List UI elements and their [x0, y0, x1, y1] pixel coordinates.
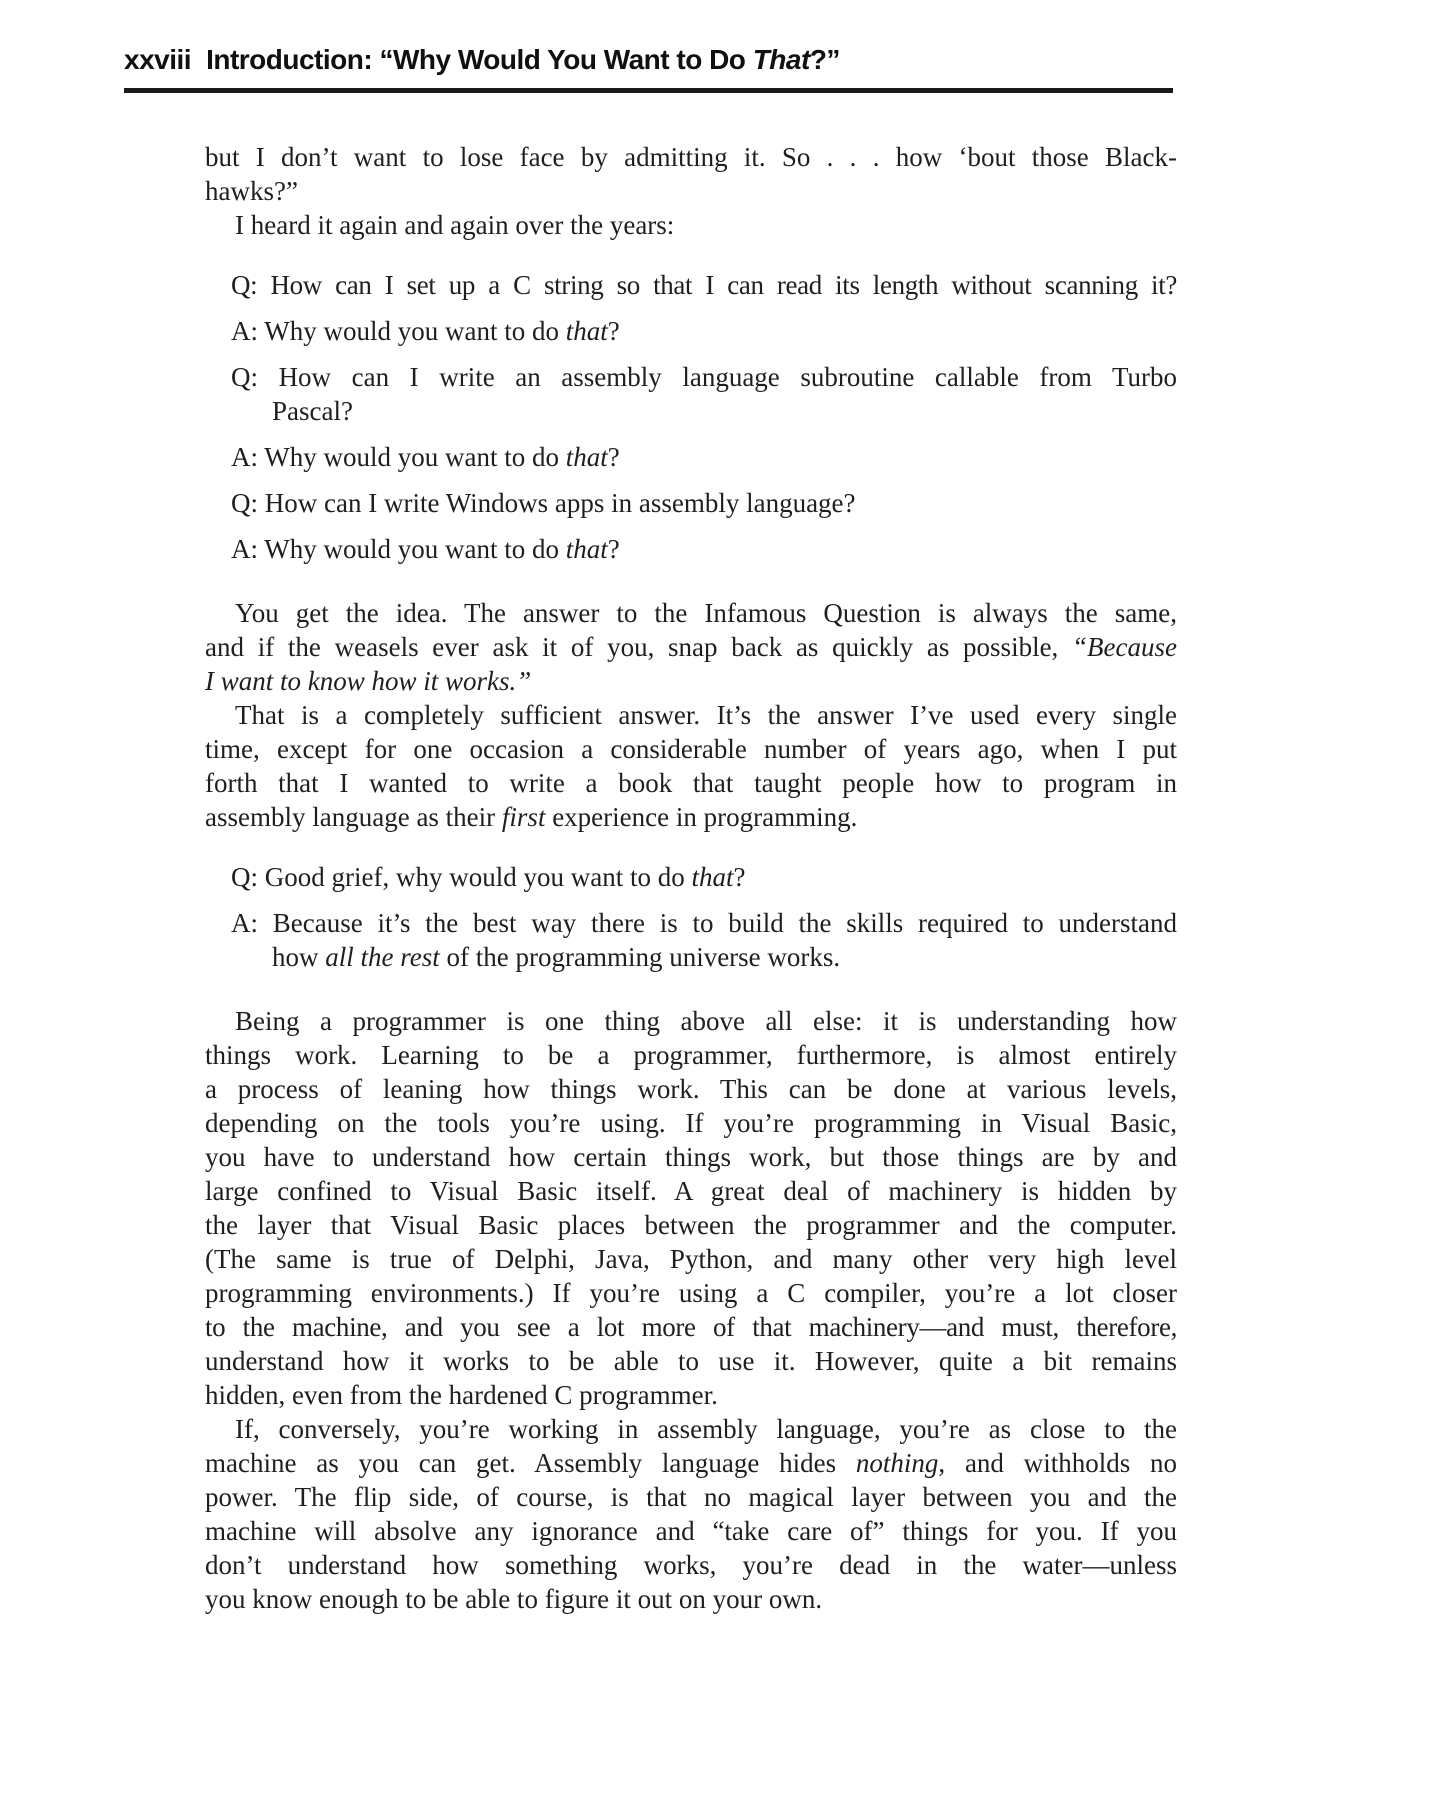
text-line	[205, 1072, 1177, 1106]
text-run: A: Why would you want to do	[231, 316, 566, 346]
answer-2	[231, 440, 1177, 474]
text-line	[231, 532, 1177, 566]
page-title-italic-text: That	[752, 44, 810, 75]
text-run: the layer that Visual Basic places between the programmer and the computer.	[205, 1210, 1177, 1240]
text-line	[231, 486, 1177, 520]
text-run: A: Because it’s the best way there is to build the skills required to understand	[231, 908, 1177, 938]
text-run: ?	[733, 862, 746, 892]
running-head	[124, 44, 840, 76]
text-run: of the programming universe works.	[439, 942, 841, 972]
text-run: ?	[607, 316, 620, 346]
text-line	[231, 906, 1177, 940]
text-run: I heard it again and again over the years:	[235, 210, 675, 240]
text-line	[231, 394, 1177, 428]
text-run: (The same is true of Delphi, Java, Python, and many other very high level	[205, 1244, 1177, 1274]
text-run: Q: Good grief, why would you want to do	[231, 862, 692, 892]
text-line	[205, 1004, 1177, 1038]
text-run: machine will absolve any ignorance and “take care of” things for you. If you	[205, 1516, 1177, 1546]
text-line	[205, 1344, 1177, 1378]
text-run: assembly language as their	[205, 802, 502, 832]
text-run: Q: How can I write an assembly language subroutine callable from Turbo	[231, 362, 1177, 392]
paragraph-heard-it-again	[205, 208, 1177, 242]
italic-text-run: nothing	[855, 1448, 939, 1478]
text-line	[231, 940, 1177, 974]
paragraph-being-a-programmer	[205, 1004, 1177, 1412]
italic-text-run: all the rest	[325, 942, 440, 972]
text-line	[205, 208, 1177, 242]
answer-4	[231, 906, 1177, 974]
text-run: Q: How can I set up a C string so that I can read its length without scanning it?	[231, 270, 1177, 300]
text-run: Q: How can I write Windows apps in assembly language?	[231, 488, 856, 518]
text-run: Being a programmer is one thing above all else: it is understanding how	[235, 1006, 1177, 1036]
italic-text-run: “Because	[1072, 632, 1177, 662]
italic-text-run: that	[565, 442, 608, 472]
text-line	[205, 766, 1177, 800]
text-line	[205, 1514, 1177, 1548]
text-run: a process of leaning how things work. This can be done at various levels,	[205, 1074, 1177, 1104]
text-line	[205, 1140, 1177, 1174]
page-title-suffix: ?”	[809, 44, 840, 75]
text-line	[205, 1412, 1177, 1446]
text-line	[205, 1480, 1177, 1514]
text-line	[205, 1208, 1177, 1242]
text-run: That is a completely sufficient answer. It’s the answer I’ve used every single	[235, 700, 1177, 730]
text-run: Pascal?	[272, 396, 353, 426]
text-line	[205, 140, 1177, 174]
answer-1	[231, 314, 1177, 348]
text-line	[205, 1106, 1177, 1140]
text-run: forth that I wanted to write a book that taught people how to program in	[205, 768, 1177, 798]
page-number: xxviii	[124, 44, 192, 75]
qa-block-1	[231, 268, 1177, 566]
text-run: you have to understand how certain things work, but those things are by and	[205, 1142, 1177, 1172]
text-run: understand how it works to be able to use it. However, quite a bit remains	[205, 1346, 1177, 1376]
italic-text-run: first	[501, 802, 546, 832]
text-line	[231, 314, 1177, 348]
text-run: don’t understand how something works, you’re dead in the water—unless	[205, 1550, 1177, 1580]
page-title	[206, 44, 840, 76]
text-line	[205, 664, 1177, 698]
italic-text-run: that	[691, 862, 734, 892]
qa-block-2	[231, 860, 1177, 974]
question-2	[231, 360, 1177, 428]
text-run: programming environments.) If you’re using a C compiler, you’re a lot closer	[205, 1278, 1177, 1308]
text-run: hawks?”	[205, 176, 298, 206]
text-line	[205, 698, 1177, 732]
text-line	[205, 1548, 1177, 1582]
text-line	[205, 1582, 1177, 1616]
text-run: A: Why would you want to do	[231, 442, 566, 472]
text-run: , and withholds no	[938, 1448, 1178, 1478]
question-1	[231, 268, 1177, 302]
text-run: A: Why would you want to do	[231, 534, 566, 564]
text-run: hidden, even from the hardened C programmer.	[205, 1380, 718, 1410]
italic-text-run: I want to know how it works.”	[205, 666, 532, 696]
text-run: machine as you can get. Assembly language hides	[205, 1448, 856, 1478]
paragraph-you-get-the-idea	[205, 596, 1177, 698]
page-title-text: Introduction: “Why Would You Want to Do	[206, 44, 753, 75]
question-3	[231, 486, 1177, 520]
text-run: power. The flip side, of course, is that no magical layer between you and the	[205, 1482, 1177, 1512]
text-line	[205, 1276, 1177, 1310]
text-run: but I don’t want to lose face by admitting it. So . . . how ‘bout those Black-	[205, 142, 1177, 172]
text-run: You get the idea. The answer to the Infamous Question is always the same,	[235, 598, 1177, 628]
text-run: If, conversely, you’re working in assembly language, you’re as close to the	[235, 1414, 1177, 1444]
paragraph-if-conversely	[205, 1412, 1177, 1616]
paragraph-continuation	[205, 140, 1177, 208]
text-run: things work. Learning to be a programmer, furthermore, is almost entirely	[205, 1040, 1177, 1070]
text-run: and if the weasels ever ask it of you, snap back as quickly as possible,	[205, 632, 1073, 662]
text-run: experience in programming.	[545, 802, 858, 832]
header-rule	[124, 88, 1173, 93]
text-run: you know enough to be able to figure it out on your own.	[205, 1584, 823, 1614]
text-run: how	[272, 942, 326, 972]
text-run: depending on the tools you’re using. If you’re programming in Visual Basic,	[205, 1108, 1177, 1138]
text-line	[205, 596, 1177, 630]
text-line	[205, 1038, 1177, 1072]
italic-text-run: that	[565, 316, 608, 346]
text-run: to the machine, and you see a lot more of that machinery—and must, therefore,	[205, 1312, 1177, 1342]
text-line	[205, 800, 1177, 834]
text-line	[231, 360, 1177, 394]
text-line	[231, 268, 1177, 302]
text-run: ?	[607, 442, 620, 472]
text-run: time, except for one occasion a considerable number of years ago, when I put	[205, 734, 1177, 764]
text-line	[205, 1446, 1177, 1480]
answer-3	[231, 532, 1177, 566]
text-run: large confined to Visual Basic itself. A great deal of machinery is hidden by	[205, 1176, 1177, 1206]
text-line	[205, 1310, 1177, 1344]
text-line	[231, 440, 1177, 474]
text-line	[205, 630, 1177, 664]
page-body-text	[205, 140, 1177, 1616]
text-line	[205, 732, 1177, 766]
paragraph-sufficient-answer	[205, 698, 1177, 834]
italic-text-run: that	[565, 534, 608, 564]
text-line	[205, 174, 1177, 208]
question-4	[231, 860, 1177, 894]
text-line	[205, 1242, 1177, 1276]
text-line	[205, 1174, 1177, 1208]
text-run: ?	[607, 534, 620, 564]
text-line	[205, 1378, 1177, 1412]
text-line	[231, 860, 1177, 894]
